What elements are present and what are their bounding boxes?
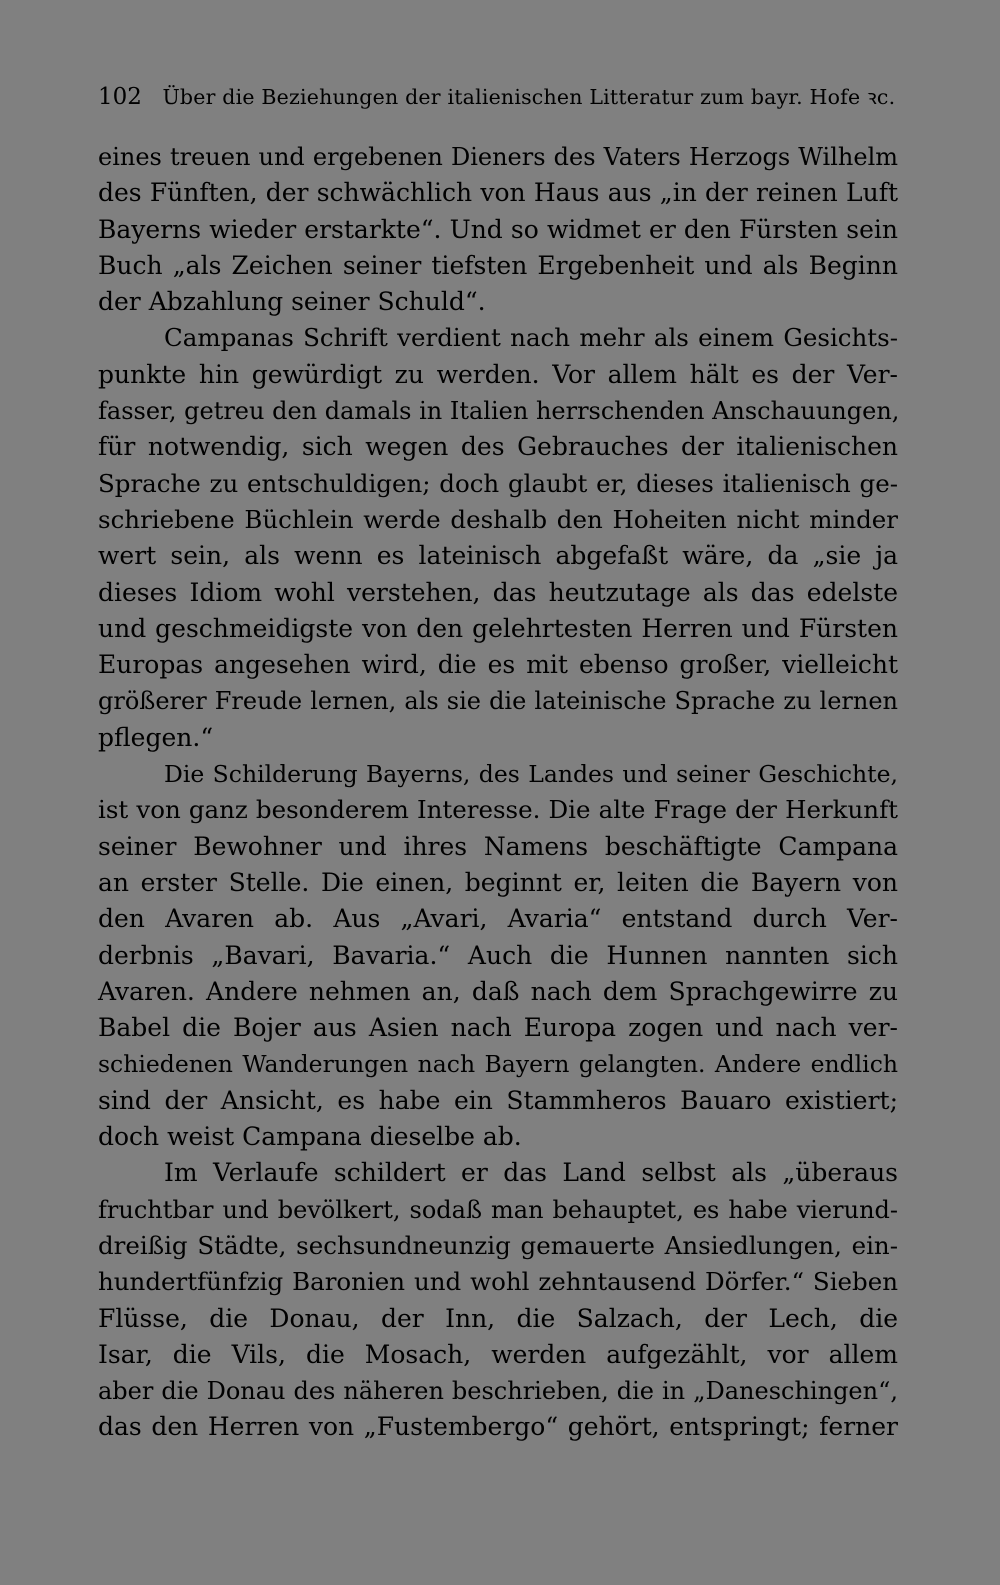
- text-line: pflegen.“: [98, 722, 214, 752]
- text-line: der Abzahlung seiner Schuld“.: [98, 287, 486, 317]
- text-line: Europas angesehen wird, die es mit ebenso großer, vielleicht: [98, 650, 898, 680]
- text-line: des Fünften, der schwächlich von Haus aus „in der reinen Luft: [98, 178, 898, 208]
- text-line: Isar, die Vils, die Mosach, werden aufgezählt, vor allem: [98, 1339, 898, 1369]
- text-line: Avaren. Andere nehmen an, daß nach dem Sprachgewirre zu: [98, 976, 898, 1006]
- page-number: 102: [98, 84, 142, 110]
- text-line: ist von ganz besonderem Interesse. Die alte Frage der Herkunft: [98, 795, 898, 825]
- text-line: fasser, getreu den damals in Italien herrschenden Anschauungen,: [98, 397, 900, 426]
- text-line: schriebene Büchlein werde deshalb den Hoheiten nicht minder: [98, 504, 898, 534]
- running-title: Über die Beziehungen der italienischen Litteratur zum bayr. Hofe ꝛc.: [162, 85, 896, 109]
- text-line: Sprache zu entschuldigen; doch glaubt er, dieses italienisch ge-: [98, 468, 898, 498]
- text-line: fruchtbar und bevölkert, sodaß man behauptet, es habe vierund-: [98, 1195, 898, 1224]
- body-text: [98, 139, 898, 1446]
- text-line: größerer Freude lernen, als sie die lateinische Sprache zu lernen: [98, 687, 898, 716]
- text-line: Flüsse, die Donau, der Inn, die Salzach, der Lech, die: [98, 1303, 898, 1333]
- text-line: an erster Stelle. Die einen, beginnt er, leiten die Bayern von: [98, 867, 898, 897]
- text-line: das den Herren von „Fustembergo“ gehört, entspringt; ferner: [98, 1412, 898, 1442]
- text-line: Buch „als Zeichen seiner tiefsten Ergebenheit und als Beginn: [98, 250, 898, 280]
- running-head: [98, 80, 898, 114]
- text-line: Bayerns wieder erstarkte“. Und so widmet er den Fürsten sein: [98, 214, 898, 244]
- text-line: für notwendig, sich wegen des Gebrauches der italienischen: [98, 432, 898, 462]
- text-line: und geschmeidigste von den gelehrtesten Herren und Fürsten: [98, 613, 898, 643]
- text-line: hundertfünfzig Baronien und wohl zehntausend Dörfer.“ Sieben: [98, 1267, 898, 1297]
- paragraph-start-line: Im Verlaufe schildert er das Land selbst als „überaus: [164, 1158, 898, 1188]
- text-line: Babel die Bojer aus Asien nach Europa zogen und nach ver-: [98, 1013, 898, 1043]
- text-line: sind der Ansicht, es habe ein Stammheros Bauaro existiert;: [98, 1085, 898, 1115]
- paragraph-start-line: Campanas Schrift verdient nach mehr als einem Gesichts-: [164, 323, 898, 353]
- text-line: dreißig Städte, sechsundneunzig gemauerte Ansiedlungen, ein-: [98, 1230, 898, 1260]
- text-line: eines treuen und ergebenen Dieners des Vaters Herzogs Wilhelm: [98, 143, 898, 171]
- text-line: den Avaren ab. Aus „Avari, Avaria“ entstand durch Ver-: [98, 904, 898, 934]
- text-line: seiner Bewohner und ihres Namens beschäftigte Campana: [98, 831, 898, 861]
- text-line: punkte hin gewürdigt zu werden. Vor allem hält es der Ver-: [98, 359, 898, 389]
- text-line: schiedenen Wanderungen nach Bayern gelangten. Andere endlich: [98, 1050, 898, 1079]
- text-line: wert sein, als wenn es lateinisch abgefaßt wäre, da „sie ja: [98, 541, 898, 571]
- paragraph-start-line: Die Schilderung Bayerns, des Landes und seiner Geschichte,: [164, 760, 898, 789]
- text-line: derbnis „Bavari, Bavaria.“ Auch die Hunnen nannten sich: [98, 940, 898, 970]
- text-line: dieses Idiom wohl verstehen, das heutzutage als das edelste: [98, 577, 898, 607]
- text-line: doch weist Campana dieselbe ab.: [98, 1122, 522, 1152]
- text-line: aber die Donau des näheren beschrieben, die in „Daneschingen“,: [98, 1377, 898, 1406]
